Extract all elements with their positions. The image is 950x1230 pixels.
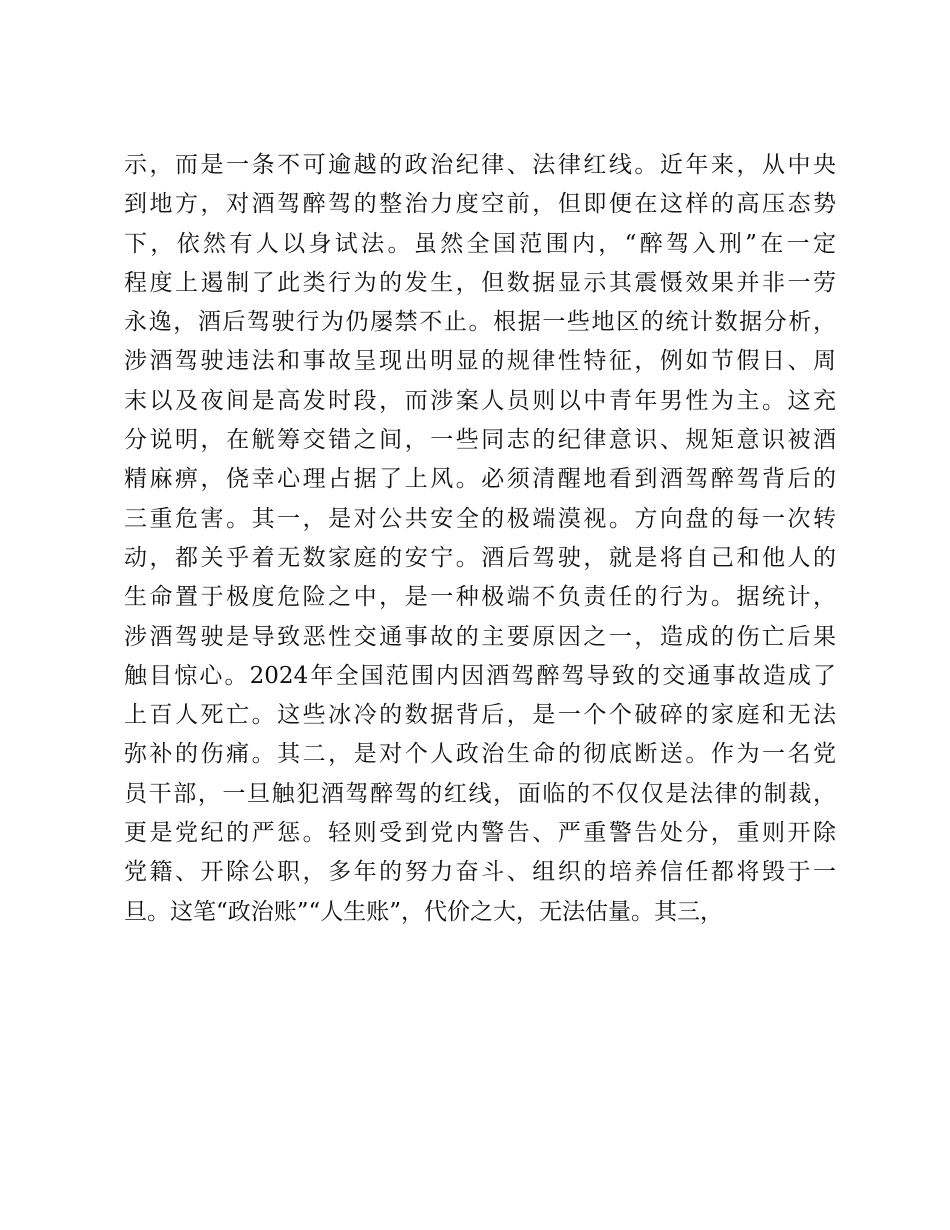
text-line: 生命置于极度危险之中，是一种极端不负责任的行为。据统计， (124, 584, 836, 611)
text-line: 下，依然有人以身试法。虽然全国范围内，“醉驾入刑”在一定 (124, 230, 836, 257)
text-line: 三重危害。其一，是对公共安全的极端漠视。方向盘的每一次转 (124, 505, 836, 532)
text-line: 涉酒驾驶是导致恶性交通事故的主要原因之一，造成的伤亡后果 (124, 623, 836, 650)
body-paragraph (124, 146, 836, 932)
text-line: 末以及夜间是高发时段，而涉案人员则以中青年男性为主。这充 (124, 387, 836, 414)
text-line: 上百人死亡。这些冰冷的数据背后，是一个个破碎的家庭和无法 (124, 702, 836, 729)
text-line: 示，而是一条不可逾越的政治纪律、法律红线。近年来，从中央 (124, 152, 836, 178)
text-line: 动，都关乎着无数家庭的安宁。酒后驾驶，就是将自己和他人的 (124, 544, 836, 571)
text-line: 到地方，对酒驾醉驾的整治力度空前，但即便在这样的高压态势 (124, 191, 836, 218)
text-line: 程度上遏制了此类行为的发生，但数据显示其震慑效果并非一劳 (124, 269, 836, 296)
text-line: 弥补的伤痛。其二，是对个人政治生命的彻底断送。作为一名党 (124, 741, 836, 768)
text-line: 分说明，在觥筹交错之间，一些同志的纪律意识、规矩意识被酒 (124, 427, 836, 454)
text-line: 员干部，一旦触犯酒驾醉驾的红线，面临的不仅仅是法律的制裁， (124, 780, 836, 807)
text-line: 更是党纪的严惩。轻则受到党内警告、严重警告处分，重则开除 (124, 820, 836, 847)
text-line: 永逸，酒后驾驶行为仍屡禁不止。根据一些地区的统计数据分析， (124, 309, 836, 336)
text-line: 触目惊心。2024年全国范围内因酒驾醉驾导致的交通事故造成了 (124, 662, 836, 689)
text-line: 旦。这笔“政治账”“人生账”，代价之大，无法估量。其三， (124, 898, 724, 925)
text-line: 精麻痹，侥幸心理占据了上风。必须清醒地看到酒驾醉驾背后的 (124, 466, 836, 493)
text-line: 党籍、开除公职，多年的努力奋斗、组织的培养信任都将毁于一 (124, 859, 836, 886)
text-line: 涉酒驾驶违法和事故呈现出明显的规律性特征，例如节假日、周 (124, 348, 836, 375)
